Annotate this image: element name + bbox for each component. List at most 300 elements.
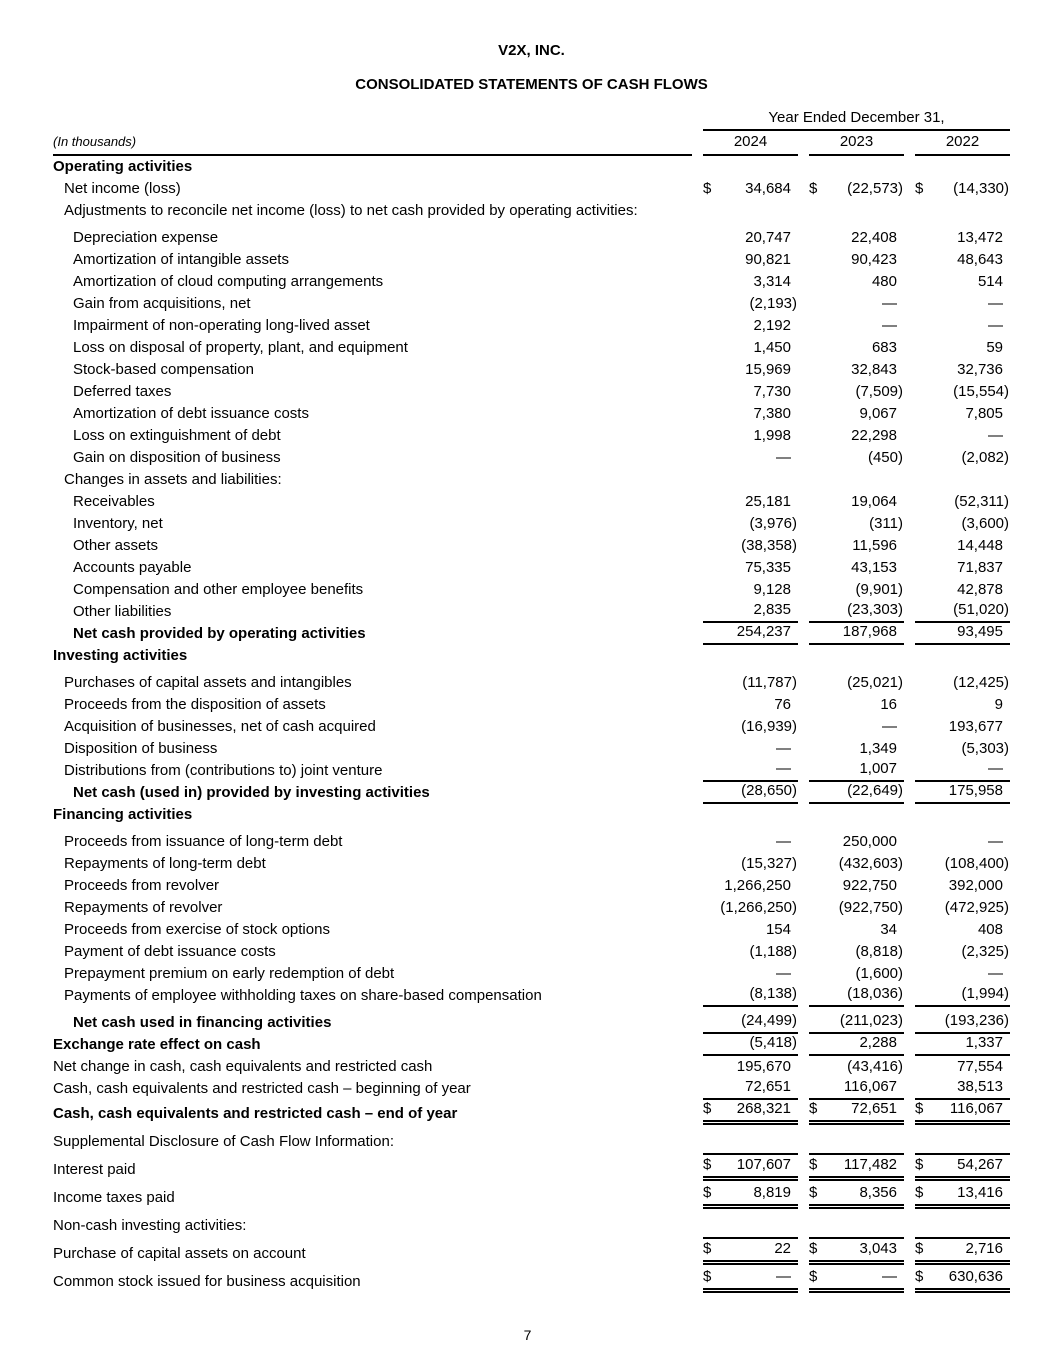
value-cell (915, 513, 1010, 535)
value-cell (703, 1034, 798, 1056)
value-cell (703, 672, 798, 694)
row-label: Impairment of non-operating long-lived asset (73, 317, 370, 334)
value-text: — (882, 295, 897, 312)
row-label: Other assets (73, 537, 159, 554)
value-text: (11,787) (742, 674, 797, 691)
value-text: — (882, 1268, 897, 1285)
empty-cell (809, 200, 904, 222)
value-text: 72,651 (745, 1078, 791, 1095)
value-cell (809, 513, 904, 535)
value-text: 13,416 (957, 1184, 1003, 1201)
value-text: 116,067 (843, 1078, 897, 1095)
value-cell (703, 694, 798, 716)
table-row (53, 1237, 1010, 1265)
value-cell (703, 875, 798, 897)
value-text: (211,023) (839, 1012, 903, 1029)
value-text: 9,128 (753, 581, 791, 598)
value-text: 3,043 (859, 1240, 897, 1257)
period-header: Year Ended December 31, (703, 108, 1010, 131)
table-row (53, 200, 1010, 222)
row-label: Cash, cash equivalents and restricted cash – beginning of year (53, 1080, 471, 1097)
value-text: 34,684 (745, 180, 791, 197)
value-text: 7,805 (965, 405, 1003, 422)
value-text: 43,153 (851, 559, 897, 576)
value-cell (915, 1078, 1010, 1100)
dollar-sign: $ (703, 1156, 712, 1173)
value-cell (703, 782, 798, 804)
dollar-sign: $ (703, 1268, 712, 1285)
value-text: 3,314 (753, 273, 791, 290)
value-cell (915, 672, 1010, 694)
value-cell (915, 1237, 1010, 1265)
value-cell (915, 579, 1010, 601)
table-row (53, 1209, 1010, 1237)
row-label: Repayments of revolver (64, 899, 223, 916)
row-label: Financing activities (53, 806, 193, 823)
value-text: 19,064 (851, 493, 897, 510)
value-cell (703, 178, 798, 200)
value-cell (809, 1181, 904, 1209)
value-text: (12,425) (953, 674, 1009, 691)
value-cell (809, 831, 904, 853)
company-name: V2X, INC. (498, 42, 565, 59)
value-cell (915, 425, 1010, 447)
value-text: 2,835 (753, 601, 791, 618)
row-label: Net income (loss) (64, 180, 181, 197)
value-text: 2,192 (753, 317, 791, 334)
value-text: (1,600) (855, 965, 903, 982)
value-cell (915, 337, 1010, 359)
value-cell (809, 403, 904, 425)
value-cell (809, 1265, 904, 1293)
row-label: Adjustments to reconcile net income (loss) to net cash provided by operating activities: (64, 202, 638, 219)
row-label: Gain from acquisitions, net (73, 295, 251, 312)
value-cell (915, 919, 1010, 941)
value-text: 193,677 (948, 718, 1003, 735)
value-cell (703, 963, 798, 985)
value-cell (809, 623, 904, 645)
value-cell (915, 831, 1010, 853)
row-label: Amortization of intangible assets (73, 251, 289, 268)
row-label: Loss on disposal of property, plant, and equipment (73, 339, 408, 356)
table-row (53, 535, 1010, 557)
value-text: — (988, 295, 1003, 312)
value-text: (18,036) (847, 985, 903, 1002)
table-row (53, 425, 1010, 447)
value-text: (14,330) (953, 180, 1009, 197)
period-header-row (53, 108, 1010, 131)
table-row (53, 1265, 1010, 1293)
row-label: Net cash provided by operating activities (73, 625, 366, 642)
value-text: (7,509) (855, 383, 903, 400)
value-text: (2,082) (961, 449, 1009, 466)
row-label: Acquisition of businesses, net of cash acquired (64, 718, 376, 735)
row-label: Common stock issued for business acquisition (53, 1273, 361, 1290)
row-label: Non-cash investing activities: (53, 1217, 247, 1234)
value-cell (915, 623, 1010, 645)
value-cell (915, 897, 1010, 919)
table-row (53, 1056, 1010, 1078)
empty-cell (703, 469, 798, 491)
value-cell (809, 897, 904, 919)
value-text: 54,267 (957, 1156, 1003, 1173)
row-label: Changes in assets and liabilities: (64, 471, 282, 488)
value-cell (703, 738, 798, 760)
value-text: (472,925) (944, 899, 1009, 916)
row-label: Payments of employee withholding taxes on share-based compensation (64, 987, 542, 1004)
table-row (53, 579, 1010, 601)
value-cell (915, 293, 1010, 315)
value-text: (5,303) (961, 740, 1009, 757)
row-label: Deferred taxes (73, 383, 172, 400)
value-cell (809, 760, 904, 782)
row-label: Depreciation expense (73, 229, 219, 246)
value-cell (809, 178, 904, 200)
empty-cell (915, 200, 1010, 222)
value-text: 1,349 (859, 740, 897, 757)
value-text: (5,418) (749, 1034, 797, 1051)
value-text: (24,499) (741, 1012, 797, 1029)
value-text: 922,750 (842, 877, 897, 894)
value-text: (52,311) (954, 493, 1009, 510)
value-cell (703, 1181, 798, 1209)
document-title: CONSOLIDATED STATEMENTS OF CASH FLOWS (355, 76, 708, 93)
value-cell (809, 941, 904, 963)
table-row (53, 227, 1010, 249)
value-text: (922,750) (838, 899, 903, 916)
value-text: 11,596 (852, 537, 897, 554)
value-text: (1,188) (749, 943, 797, 960)
value-text: 1,266,250 (724, 877, 791, 894)
empty-cell (915, 645, 1010, 667)
value-cell (809, 557, 904, 579)
value-cell (915, 381, 1010, 403)
value-text: — (882, 317, 897, 334)
value-cell (809, 579, 904, 601)
dollar-sign: $ (809, 1184, 818, 1201)
value-cell (809, 875, 904, 897)
table-row (53, 853, 1010, 875)
value-cell (809, 425, 904, 447)
value-cell (915, 760, 1010, 782)
table-row (53, 645, 1010, 667)
value-cell (809, 919, 904, 941)
units-note: (In thousands) (53, 132, 692, 156)
table-row (53, 315, 1010, 337)
value-cell (915, 315, 1010, 337)
empty-cell (703, 156, 798, 178)
dollar-sign: $ (703, 1240, 712, 1257)
value-cell (703, 359, 798, 381)
table-row (53, 513, 1010, 535)
row-label: Prepayment premium on early redemption of debt (64, 965, 395, 982)
value-text: 93,495 (957, 623, 1003, 640)
empty-cell (809, 156, 904, 178)
row-label: Amortization of debt issuance costs (73, 405, 309, 422)
value-cell (915, 271, 1010, 293)
value-text: 22,408 (851, 229, 897, 246)
value-text: (311) (869, 515, 903, 532)
value-text: — (776, 449, 791, 466)
header-spacer (53, 108, 692, 131)
value-cell (703, 985, 798, 1007)
row-label: Purchases of capital assets and intangibles (64, 674, 352, 691)
table-row (53, 623, 1010, 645)
value-cell (915, 249, 1010, 271)
value-cell (703, 941, 798, 963)
empty-cell (915, 1209, 1010, 1237)
value-text: (3,976) (749, 515, 797, 532)
year-column-2023: 2023 (809, 132, 904, 156)
value-text: (15,554) (953, 383, 1009, 400)
value-text: (450) (867, 449, 903, 466)
table-row (53, 178, 1010, 200)
table-row (53, 831, 1010, 853)
value-cell (809, 738, 904, 760)
value-cell (915, 1056, 1010, 1078)
value-text: (38,358) (741, 537, 797, 554)
value-text: (25,021) (847, 674, 903, 691)
value-cell (915, 853, 1010, 875)
dollar-sign: $ (915, 1156, 924, 1173)
row-label: Proceeds from the disposition of assets (64, 696, 326, 713)
row-label: Net change in cash, cash equivalents and restricted cash (53, 1058, 433, 1075)
table-row (53, 381, 1010, 403)
value-text: 8,819 (753, 1184, 791, 1201)
row-label: Payment of debt issuance costs (64, 943, 276, 960)
value-cell (809, 1237, 904, 1265)
value-text: 117,482 (843, 1156, 897, 1173)
value-text: (1,994) (961, 985, 1009, 1002)
table-row (53, 249, 1010, 271)
value-text: 8,356 (859, 1184, 897, 1201)
table-row (53, 875, 1010, 897)
row-label: Accounts payable (73, 559, 192, 576)
dollar-sign: $ (809, 1268, 818, 1285)
value-cell (809, 1012, 904, 1034)
value-text: 7,380 (753, 405, 791, 422)
value-cell (809, 601, 904, 623)
table-row (53, 941, 1010, 963)
value-text: 77,554 (957, 1058, 1003, 1075)
value-cell (915, 875, 1010, 897)
year-column-2024: 2024 (703, 132, 798, 156)
value-cell (703, 403, 798, 425)
value-cell (703, 1012, 798, 1034)
value-cell (915, 694, 1010, 716)
value-cell (809, 716, 904, 738)
dollar-sign: $ (703, 1184, 712, 1201)
value-text: (28,650) (741, 782, 797, 799)
value-cell (703, 919, 798, 941)
empty-cell (915, 156, 1010, 178)
value-text: 9,067 (859, 405, 897, 422)
empty-cell (915, 1125, 1010, 1153)
value-cell (915, 601, 1010, 623)
table-row (53, 601, 1010, 623)
value-text: 76 (774, 696, 791, 713)
value-text: 250,000 (842, 833, 897, 850)
value-cell (703, 535, 798, 557)
value-text: — (776, 833, 791, 850)
value-text: (108,400) (944, 855, 1009, 872)
value-text: 71,837 (957, 559, 1003, 576)
value-cell (809, 227, 904, 249)
empty-cell (809, 1209, 904, 1237)
row-label: Other liabilities (73, 603, 172, 620)
value-cell (809, 985, 904, 1007)
value-cell (809, 491, 904, 513)
empty-cell (703, 1209, 798, 1237)
row-label: Distributions from (contributions to) joint venture (64, 762, 383, 779)
dollar-sign: $ (915, 1240, 924, 1257)
empty-cell (809, 469, 904, 491)
value-cell (809, 1100, 904, 1125)
value-text: 268,321 (736, 1100, 791, 1117)
value-text: 34 (880, 921, 897, 938)
row-label: Proceeds from exercise of stock options (64, 921, 330, 938)
value-cell (915, 535, 1010, 557)
value-cell (915, 738, 1010, 760)
value-text: 13,472 (957, 229, 1003, 246)
dollar-sign: $ (809, 1156, 818, 1173)
value-text: 42,878 (957, 581, 1003, 598)
value-cell (703, 425, 798, 447)
value-text: 90,423 (851, 251, 897, 268)
value-text: 90,821 (745, 251, 791, 268)
value-text: 630,636 (948, 1268, 1003, 1285)
value-text: 2,716 (965, 1240, 1003, 1257)
value-text: 15,969 (745, 361, 791, 378)
row-label: Inventory, net (73, 515, 163, 532)
row-label: Disposition of business (64, 740, 218, 757)
value-cell (915, 403, 1010, 425)
value-cell (703, 249, 798, 271)
value-cell (809, 447, 904, 469)
dollar-sign: $ (915, 1268, 924, 1285)
value-text: (15,327) (741, 855, 797, 872)
value-text: (9,901) (855, 581, 903, 598)
value-cell (915, 1265, 1010, 1293)
empty-cell (809, 645, 904, 667)
value-text: (2,193) (749, 295, 797, 312)
value-text: 683 (871, 339, 897, 356)
value-cell (809, 249, 904, 271)
value-cell (703, 579, 798, 601)
table-row (53, 919, 1010, 941)
value-text: (43,416) (847, 1058, 903, 1075)
table-row (53, 469, 1010, 491)
table-row (53, 1125, 1010, 1153)
cash-flow-table (53, 108, 1010, 1293)
value-text: 195,670 (736, 1058, 791, 1075)
value-text: (8,138) (749, 985, 797, 1002)
value-text: — (988, 317, 1003, 334)
value-text: 1,007 (859, 760, 897, 777)
value-cell (809, 337, 904, 359)
table-row (53, 447, 1010, 469)
table-row (53, 1012, 1010, 1034)
table-row (53, 337, 1010, 359)
value-cell (915, 1034, 1010, 1056)
value-text: — (776, 740, 791, 757)
empty-cell (703, 645, 798, 667)
empty-cell (703, 804, 798, 826)
table-row (53, 985, 1010, 1007)
empty-cell (915, 804, 1010, 826)
table-row (53, 359, 1010, 381)
value-text: (432,603) (838, 855, 903, 872)
year-header-row (53, 132, 1010, 156)
value-cell (809, 359, 904, 381)
value-cell (809, 782, 904, 804)
value-cell (703, 315, 798, 337)
value-text: (8,818) (855, 943, 903, 960)
value-text: 1,450 (753, 339, 791, 356)
value-cell (703, 760, 798, 782)
table-row (53, 1078, 1010, 1100)
value-cell (809, 694, 904, 716)
row-label: Amortization of cloud computing arrangements (73, 273, 384, 290)
value-text: 32,843 (851, 361, 897, 378)
value-text: 20,747 (745, 229, 791, 246)
value-text: (2,325) (961, 943, 1009, 960)
dollar-sign: $ (809, 1100, 818, 1117)
value-cell (703, 491, 798, 513)
value-cell (915, 557, 1010, 579)
value-text: (16,939) (741, 718, 797, 735)
row-label: Proceeds from revolver (64, 877, 220, 894)
dollar-sign: $ (915, 180, 924, 197)
value-cell (703, 1153, 798, 1181)
value-cell (809, 381, 904, 403)
table-row (53, 782, 1010, 804)
value-text: (23,303) (847, 601, 903, 618)
value-cell (809, 315, 904, 337)
value-text: 154 (765, 921, 791, 938)
value-text: 514 (977, 273, 1003, 290)
row-label: Interest paid (53, 1161, 136, 1178)
value-text: — (776, 965, 791, 982)
dollar-sign: $ (809, 1240, 818, 1257)
empty-cell (915, 469, 1010, 491)
value-text: 38,513 (957, 1078, 1003, 1095)
value-cell (703, 601, 798, 623)
value-cell (703, 381, 798, 403)
value-cell (703, 447, 798, 469)
value-text: — (988, 427, 1003, 444)
value-cell (809, 535, 904, 557)
value-cell (703, 271, 798, 293)
value-cell (703, 1265, 798, 1293)
table-row (53, 271, 1010, 293)
table-row (53, 694, 1010, 716)
table-row (53, 491, 1010, 513)
value-text: 116,067 (949, 1100, 1003, 1117)
value-cell (703, 831, 798, 853)
table-row (53, 293, 1010, 315)
value-text: 1,998 (753, 427, 791, 444)
value-text: 175,958 (948, 782, 1003, 799)
empty-cell (809, 804, 904, 826)
row-label: Receivables (73, 493, 155, 510)
value-text: 9 (994, 696, 1003, 713)
table-row (53, 403, 1010, 425)
table-row (53, 963, 1010, 985)
value-cell (915, 1153, 1010, 1181)
value-text: 1,337 (965, 1034, 1003, 1051)
value-cell (703, 557, 798, 579)
